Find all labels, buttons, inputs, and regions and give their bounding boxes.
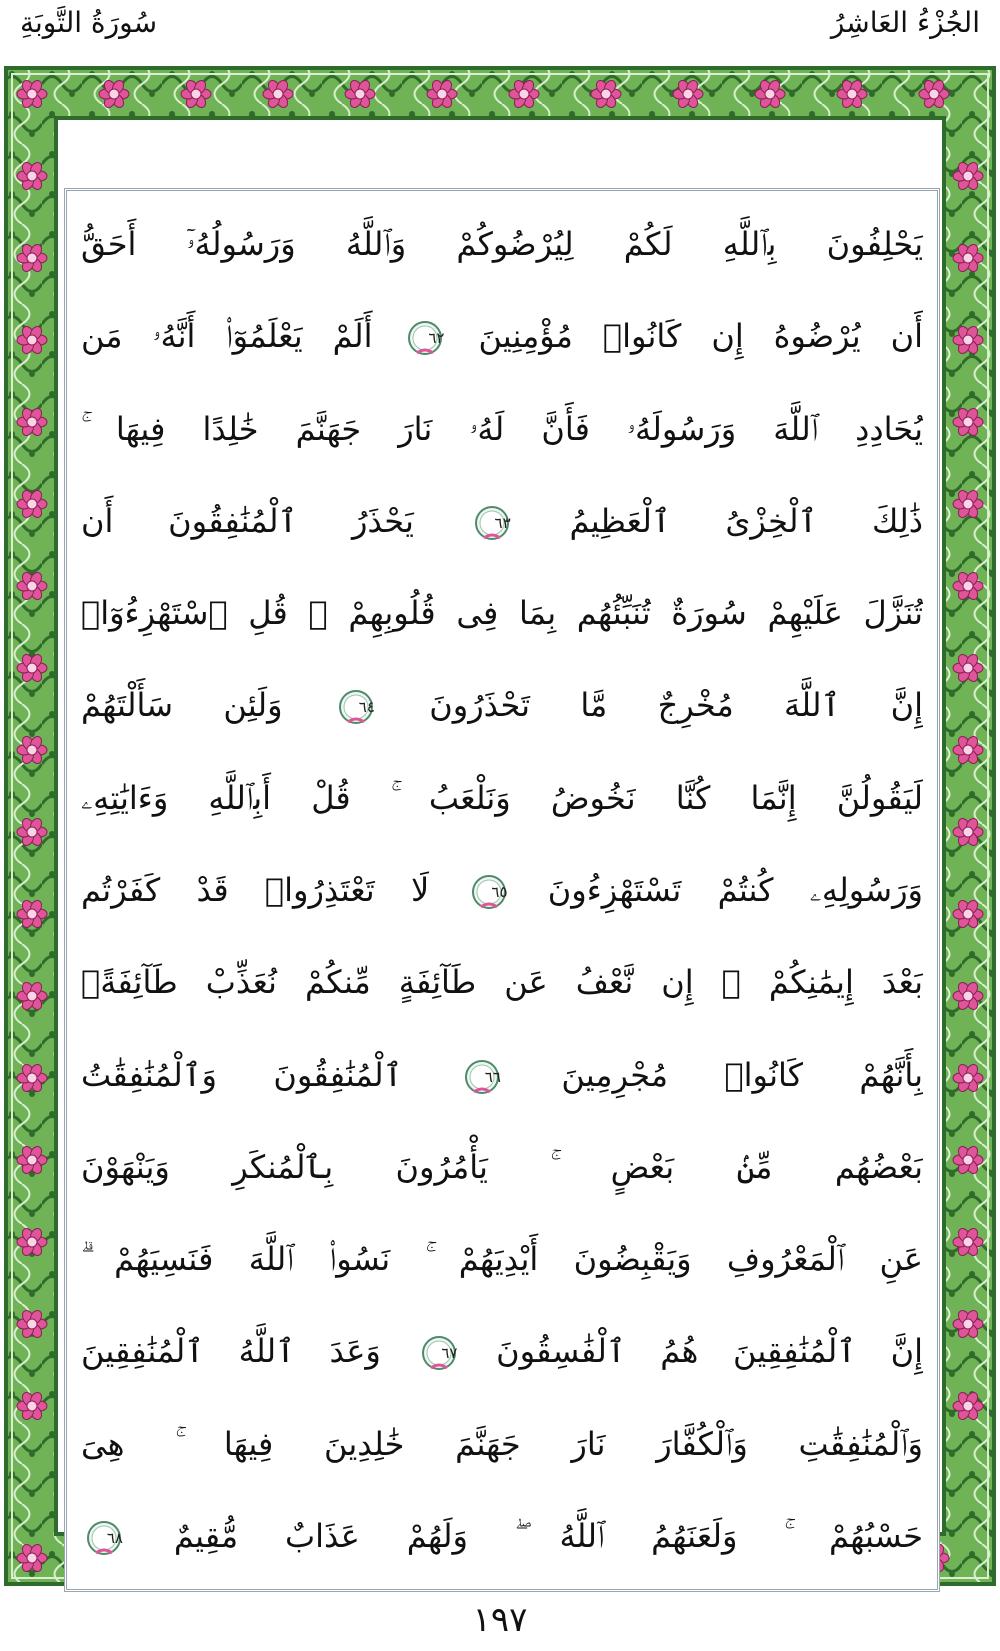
verse-text: إِنَّ ٱللَّهَ مُخْرِجٌ مَّا تَحْذَرُونَ: [429, 686, 923, 725]
decorative-border-frame: [2, 64, 998, 1588]
ayah-number-marker: [470, 873, 508, 911]
verse-text: وَرَسُولِهِۦ كُنتُمْ تَسْتَهْزِءُونَ: [547, 870, 923, 909]
verse-text: بَعْضُهُم مِّنۢ بَعْضٍ ۚ يَأْمُرُونَ بِٱلْمُنكَرِ وَيَنْهَوْنَ: [81, 1147, 923, 1186]
page-number: ١٩٧: [472, 1600, 528, 1640]
verse-text: إِنَّ ٱلْمُنَٰفِقِينَ هُمُ ٱلْفَٰسِقُونَ: [496, 1332, 923, 1371]
verse-line: [81, 847, 923, 933]
verse-text: ٱلْمُنَٰفِقُونَ وَٱلْمُنَٰفِقَٰتُ: [81, 1055, 403, 1094]
ayah-number-marker: [406, 319, 444, 357]
surah-title: سُورَةُ التَّوبَةِ: [20, 6, 158, 39]
ayah-number-marker: [473, 504, 511, 542]
verse-line: [81, 939, 923, 1025]
verse-text: عَنِ ٱلْمَعْرُوفِ وَيَقْبِضُونَ أَيْدِيَهُمْ ۚ نَسُوا۟ ٱللَّهَ فَنَسِيَهُمْ ۗ: [81, 1240, 923, 1279]
verse-line: [81, 1032, 923, 1118]
ayah-number: ٦٦: [484, 1067, 501, 1086]
verse-line: [81, 755, 923, 841]
ayah-number: ٦٧: [441, 1344, 458, 1363]
verse-line: [81, 570, 923, 656]
verse-line: [81, 1401, 923, 1487]
verse-line: [81, 1124, 923, 1210]
verse-text: حَسْبُهُمْ ۚ وَلَعَنَهُمُ ٱللَّهُ ۖ وَلَهُمْ عَذَابٌ مُّقِيمٌ: [173, 1516, 923, 1555]
verse-text: يَحْلِفُونَ بِٱللَّهِ لَكُمْ لِيُرْضُوكُمْ وَٱللَّهُ وَرَسُولُهُۥٓ أَحَقُّ: [81, 225, 923, 263]
ayah-number-marker: [420, 1334, 458, 1372]
verse-text: بِأَنَّهُمْ كَانُوا۟ مُجْرِمِينَ: [561, 1055, 923, 1094]
quran-text-area: [64, 188, 940, 1592]
verse-line: [81, 662, 923, 748]
juz-title: الجُزْءُ العَاشِرُ: [830, 6, 980, 39]
ayah-number: ٦٣: [494, 513, 511, 532]
verse-lines: [81, 201, 923, 1579]
verse-text: لَا تَعْتَذِرُوا۟ قَدْ كَفَرْتُم: [81, 870, 430, 909]
ayah-number-marker: [85, 1519, 123, 1557]
ayah-number: ٦٨: [106, 1528, 123, 1547]
verse-text: يَحْذَرُ ٱلْمُنَٰفِقُونَ أَن: [81, 501, 414, 540]
verse-text: لَيَقُولُنَّ إِنَّمَا كُنَّا نَخُوضُ وَنَلْعَبُ ۚ قُلْ أَبِٱللَّهِ وَءَايَٰتِهِۦ: [81, 778, 923, 817]
verse-text: تُنَزَّلَ عَلَيْهِمْ سُورَةٌ تُنَبِّئُهُم بِمَا فِى قُلُوبِهِمْ ۚ قُلِ ٱسْتَهْزِءُوٓا۟: [81, 594, 923, 633]
verse-line: [81, 478, 923, 564]
verse-line: [81, 293, 923, 379]
ayah-number-marker: [463, 1058, 501, 1096]
ayah-number: ٦٥: [491, 882, 508, 901]
verse-line: [81, 201, 923, 287]
verse-text: وَلَئِن سَأَلْتَهُمْ: [81, 686, 283, 725]
verse-text: ذَٰلِكَ ٱلْخِزْىُ ٱلْعَظِيمُ: [569, 501, 923, 540]
verse-text: يُحَادِدِ ٱللَّهَ وَرَسُولَهُۥ فَأَنَّ لَهُۥ نَارَ جَهَنَّمَ خَٰلِدًا فِيهَا ۚ: [81, 409, 923, 448]
verse-line: [81, 386, 923, 472]
verse-text: بَعْدَ إِيمَٰنِكُمْ ۚ إِن نَّعْفُ عَن طَآئِفَةٍ مِّنكُمْ نُعَذِّبْ طَآئِفَةًۢ: [81, 963, 923, 1002]
verse-line: [81, 1308, 923, 1394]
page-header: [0, 0, 1000, 62]
verse-text: وَٱلْمُنَٰفِقَٰتِ وَٱلْكُفَّارَ نَارَ جَهَنَّمَ خَٰلِدِينَ فِيهَا ۚ هِىَ: [81, 1424, 923, 1463]
verse-text: وَعَدَ ٱللَّهُ ٱلْمُنَٰفِقِينَ: [81, 1332, 381, 1371]
verse-line: [81, 1216, 923, 1302]
ayah-number: ٦٤: [358, 698, 375, 717]
verse-line: [81, 1493, 923, 1579]
ayah-number: ٦٢: [428, 329, 445, 348]
ayah-number-marker: [337, 688, 375, 726]
verse-text: أَلَمْ يَعْلَمُوٓا۟ أَنَّهُۥ مَن: [81, 317, 373, 356]
verse-text: أَن يُرْضُوهُ إِن كَانُوا۟ مُؤْمِنِينَ: [478, 317, 923, 356]
